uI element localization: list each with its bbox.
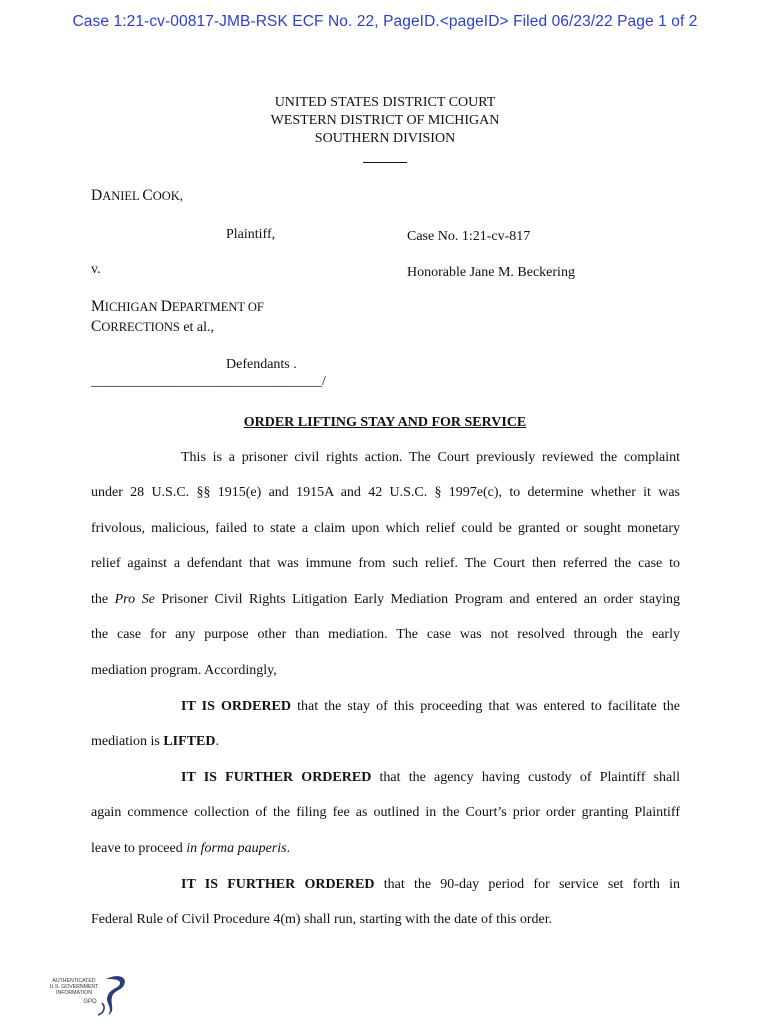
- judge-name: Honorable Jane M. Beckering: [407, 265, 575, 280]
- paragraph-1-line: the Pro Se Prisoner Civil Rights Litigation Early Mediation Program and entered an order staying: [91, 592, 680, 607]
- paragraph-3-line: IT IS FURTHER ORDERED that the agency having custody of Plaintiff shall: [181, 770, 680, 785]
- paragraph-3-line: leave to proceed in forma pauperis.: [91, 841, 291, 856]
- defendant-name-line2: CORRECTIONS et al.,: [91, 318, 215, 335]
- paragraph-1-line: under 28 U.S.C. §§ 1915(e) and 1915A and 42 U.S.C. § 1997e(c), to determine whether it was: [91, 485, 680, 500]
- caption-signature-rule: _________________________________/: [91, 374, 326, 389]
- division-name: SOUTHERN DIVISION: [314, 131, 456, 146]
- paragraph-3-line: again commence collection of the filing fee as outlined in the Court’s prior order granting Plaintiff: [91, 805, 680, 820]
- defendant-name-line1: MICHIGAN DEPARTMENT OF: [91, 298, 264, 315]
- plaintiff-role: Plaintiff,: [226, 227, 276, 242]
- paragraph-1-line: relief against a defendant that was immune from such relief. The Court then referred the case to: [91, 556, 680, 571]
- district-name: WESTERN DISTRICT OF MICHIGAN: [270, 113, 500, 128]
- svg-text:AUTHENTICATED: AUTHENTICATED: [52, 978, 96, 984]
- order-title: ORDER LIFTING STAY AND FOR SERVICE: [243, 415, 527, 430]
- paragraph-4-line: IT IS FURTHER ORDERED that the 90-day period for service set forth in: [181, 877, 681, 892]
- plaintiff-name: DANIEL COOK,: [91, 187, 183, 204]
- paragraph-1-line: This is a prisoner civil rights action. The Court previously reviewed the complaint: [181, 450, 680, 465]
- paragraph-1-line: the case for any purpose other than mediation. The case was not resolved through the early: [91, 627, 680, 642]
- paragraph-1-line: mediation program. Accordingly,: [91, 663, 277, 678]
- ecf-header-stamp: Case 1:21-cv-00817-JMB-RSK ECF No. 22, PageID.<pageID> Filed 06/23/22 Page 1 of 2: [72, 13, 698, 30]
- paragraph-2-line: mediation is LIFTED.: [91, 734, 219, 749]
- paragraph-4-line: Federal Rule of Civil Procedure 4(m) shall run, starting with the date of this order.: [91, 912, 553, 927]
- paragraph-1-line: frivolous, malicious, failed to state a claim upon which relief could be granted or sought monetary: [91, 521, 680, 536]
- paragraph-2-line: IT IS ORDERED that the stay of this proceeding that was entered to facilitate the: [181, 699, 680, 714]
- svg-text:GPO: GPO: [83, 999, 97, 1005]
- svg-text:U.S. GOVERNMENT: U.S. GOVERNMENT: [49, 984, 99, 990]
- court-name: UNITED STATES DISTRICT COURT: [274, 95, 496, 110]
- gpo-eagle-icon: [44, 973, 136, 1017]
- court-heading: [0, 94, 770, 169]
- case-number: Case No. 1:21-cv-817: [407, 229, 531, 244]
- defendants-role: Defendants .: [226, 357, 297, 372]
- gpo-authentication-logo: [44, 973, 136, 1017]
- heading-divider: [363, 148, 407, 163]
- svg-text:INFORMATION: INFORMATION: [56, 990, 92, 996]
- versus: v.: [91, 262, 101, 277]
